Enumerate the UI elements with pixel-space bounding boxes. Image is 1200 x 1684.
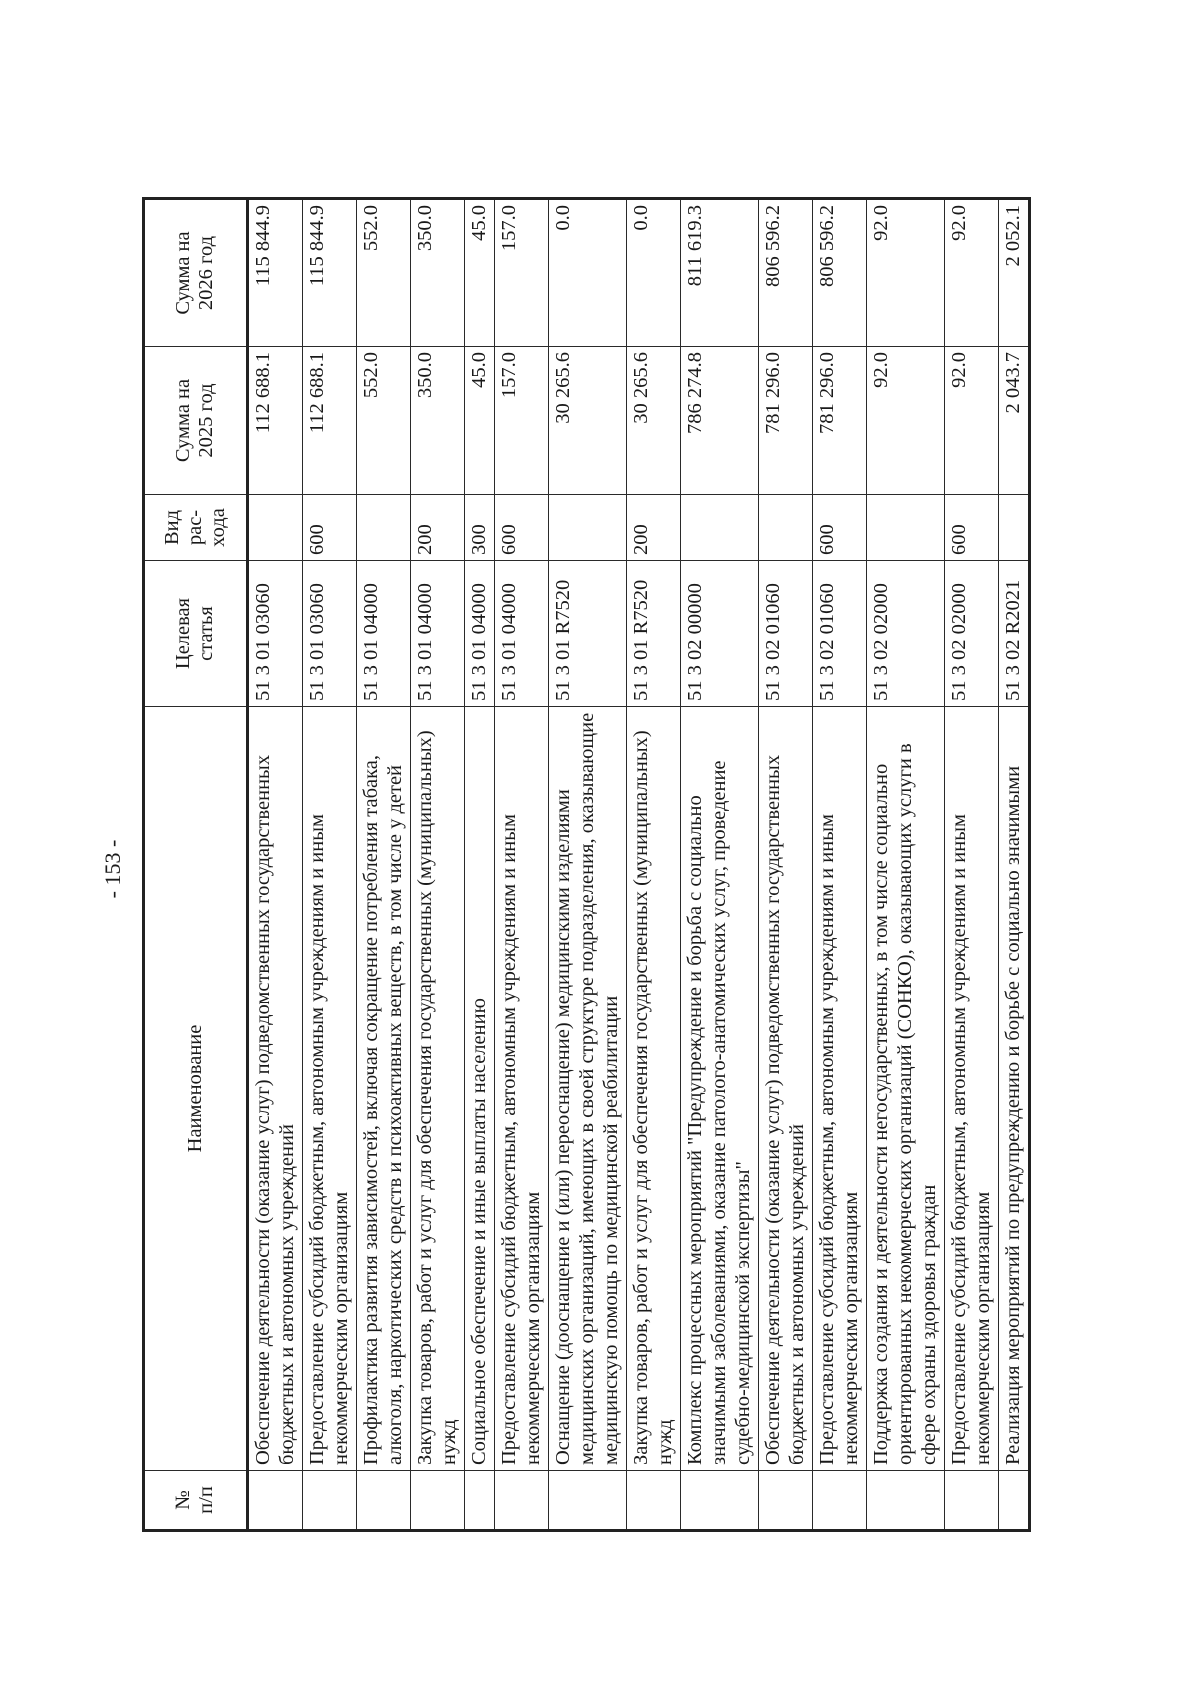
cell-name: Социальное обеспечение и иные выплаты населению [465, 707, 495, 1471]
cell-name: Оснащение (дооснащение и (или) переоснащение) медицинскими изделиями медицинских организаций, имеющих в своей структуре подразделения, оказывающие медицинскую помощь по медицинской реабилитации [549, 707, 627, 1471]
cell-sum2026: 0.0 [627, 199, 681, 347]
cell-name: Закупка товаров, работ и услуг для обеспечения государственных (муниципальных) нужд [411, 707, 465, 1471]
cell-code: 51 3 02 00000 [681, 561, 759, 707]
header-name-label: Наименование [183, 1024, 206, 1153]
cell-code: 51 3 01 04000 [495, 561, 549, 707]
cell-name: Предоставление субсидий бюджетным, автономным учреждениям и иным некоммерческим организациям [303, 707, 357, 1471]
cell-num [945, 1471, 999, 1531]
header-code-label: Целевая статья [172, 597, 217, 670]
cell-name: Профилактика развития зависимостей, включая сокращение потребления табака, алкоголя, наркотических средств и психоактивных веществ, в том числе у детей [357, 707, 411, 1471]
table-row [759, 199, 813, 1531]
cell-num [867, 1471, 945, 1531]
cell-code: 51 3 02 01060 [813, 561, 867, 707]
cell-num [465, 1471, 495, 1531]
cell-kind: 600 [813, 495, 867, 561]
cell-kind: 600 [495, 495, 549, 561]
table-row [549, 199, 627, 1531]
header-sum2026 [144, 199, 248, 347]
cell-code: 51 3 02 R2021 [999, 561, 1030, 707]
cell-kind [549, 495, 627, 561]
cell-code: 51 3 01 04000 [357, 561, 411, 707]
budget-table [142, 197, 1031, 1532]
cell-name: Предоставление субсидий бюджетным, автономным учреждениям и иным некоммерческим организациям [945, 707, 999, 1471]
cell-code: 51 3 01 R7520 [549, 561, 627, 707]
cell-name: Реализация мероприятий по предупреждению и борьбе с социально значимыми [999, 707, 1030, 1471]
cell-kind [759, 495, 813, 561]
cell-num [813, 1471, 867, 1531]
header-kind-label: Вид рас- хода [160, 508, 229, 547]
cell-code: 51 3 01 03060 [303, 561, 357, 707]
cell-kind [248, 495, 303, 561]
cell-kind [999, 495, 1030, 561]
header-name [144, 707, 248, 1471]
header-sum2025 [144, 347, 248, 495]
cell-sum2026: 115 844.9 [248, 199, 303, 347]
table-row [411, 199, 465, 1531]
rotated-page [0, 54, 1200, 1684]
header-code [144, 561, 248, 707]
cell-name: Закупка товаров, работ и услуг для обеспечения государственных (муниципальных) нужд [627, 707, 681, 1471]
cell-num [495, 1471, 549, 1531]
cell-sum2025: 2 043.7 [999, 347, 1030, 495]
cell-code: 51 3 01 03060 [248, 561, 303, 707]
cell-kind: 600 [303, 495, 357, 561]
cell-sum2026: 0.0 [549, 199, 627, 347]
table-row [357, 199, 411, 1531]
table-row [627, 199, 681, 1531]
cell-num [411, 1471, 465, 1531]
cell-sum2026: 806 596.2 [759, 199, 813, 347]
cell-num [549, 1471, 627, 1531]
header-sum2025-label: Сумма на 2025 год [172, 378, 217, 463]
cell-name: Комплекс процессных мероприятий "Предупреждение и борьба с социально значимыми заболеваниями, оказание патолого-анатомических услуг, проведение судебно-медицинской экспертизы" [681, 707, 759, 1471]
cell-code: 51 3 02 02000 [867, 561, 945, 707]
cell-sum2026: 92.0 [867, 199, 945, 347]
header-kind [144, 495, 248, 561]
header-num-label: № п/п [172, 1486, 217, 1514]
table-row [945, 199, 999, 1531]
cell-sum2026: 811 619.3 [681, 199, 759, 347]
cell-num [248, 1471, 303, 1531]
cell-sum2025: 781 296.0 [813, 347, 867, 495]
cell-sum2025: 781 296.0 [759, 347, 813, 495]
cell-sum2025: 92.0 [945, 347, 999, 495]
cell-sum2026: 115 844.9 [303, 199, 357, 347]
cell-name: Обеспечение деятельности (оказание услуг) подведомственных государственных бюджетных и автономных учреждений [248, 707, 303, 1471]
table-row [465, 199, 495, 1531]
table-row [867, 199, 945, 1531]
table-row [495, 199, 549, 1531]
cell-sum2026: 2 052.1 [999, 199, 1030, 347]
table-row [813, 199, 867, 1531]
page-number: - 153 - [100, 839, 125, 899]
header-num [144, 1471, 248, 1531]
cell-num [303, 1471, 357, 1531]
cell-sum2026: 350.0 [411, 199, 465, 347]
cell-num [759, 1471, 813, 1531]
cell-sum2025: 112 688.1 [303, 347, 357, 495]
cell-name: Предоставление субсидий бюджетным, автономным учреждениям и иным некоммерческим организациям [495, 707, 549, 1471]
cell-kind [681, 495, 759, 561]
cell-code: 51 3 01 R7520 [627, 561, 681, 707]
cell-sum2026: 92.0 [945, 199, 999, 347]
cell-kind [867, 495, 945, 561]
table-header-row [144, 199, 248, 1531]
cell-code: 51 3 02 02000 [945, 561, 999, 707]
table-row [681, 199, 759, 1531]
cell-num [999, 1471, 1030, 1531]
header-sum2026-label: Сумма на 2026 год [172, 231, 217, 315]
table-row [303, 199, 357, 1531]
cell-name: Предоставление субсидий бюджетным, автономным учреждениям и иным некоммерческим организациям [813, 707, 867, 1471]
cell-sum2026: 45.0 [465, 199, 495, 347]
cell-num [627, 1471, 681, 1531]
cell-sum2025: 45.0 [465, 347, 495, 495]
cell-sum2025: 350.0 [411, 347, 465, 495]
cell-sum2026: 157.0 [495, 199, 549, 347]
cell-name: Поддержка создания и деятельности негосударственных, в том числе социально ориентированных некоммерческих организаций (СОНКО), оказывающих услуги в сфере охраны здоровья граждан [867, 707, 945, 1471]
cell-kind [357, 495, 411, 561]
cell-sum2025: 92.0 [867, 347, 945, 495]
cell-kind: 200 [411, 495, 465, 561]
table-row [999, 199, 1030, 1531]
cell-kind: 200 [627, 495, 681, 561]
cell-sum2025: 552.0 [357, 347, 411, 495]
cell-sum2025: 157.0 [495, 347, 549, 495]
cell-sum2025: 112 688.1 [248, 347, 303, 495]
cell-code: 51 3 01 04000 [465, 561, 495, 707]
cell-sum2026: 806 596.2 [813, 199, 867, 347]
cell-sum2025: 786 274.8 [681, 347, 759, 495]
cell-sum2025: 30 265.6 [549, 347, 627, 495]
cell-kind: 300 [465, 495, 495, 561]
cell-sum2025: 30 265.6 [627, 347, 681, 495]
cell-kind: 600 [945, 495, 999, 561]
cell-num [681, 1471, 759, 1531]
cell-code: 51 3 01 04000 [411, 561, 465, 707]
cell-sum2026: 552.0 [357, 199, 411, 347]
cell-name: Обеспечение деятельности (оказание услуг) подведомственных государственных бюджетных и автономных учреждений [759, 707, 813, 1471]
cell-code: 51 3 02 01060 [759, 561, 813, 707]
table-row [248, 199, 303, 1531]
cell-num [357, 1471, 411, 1531]
